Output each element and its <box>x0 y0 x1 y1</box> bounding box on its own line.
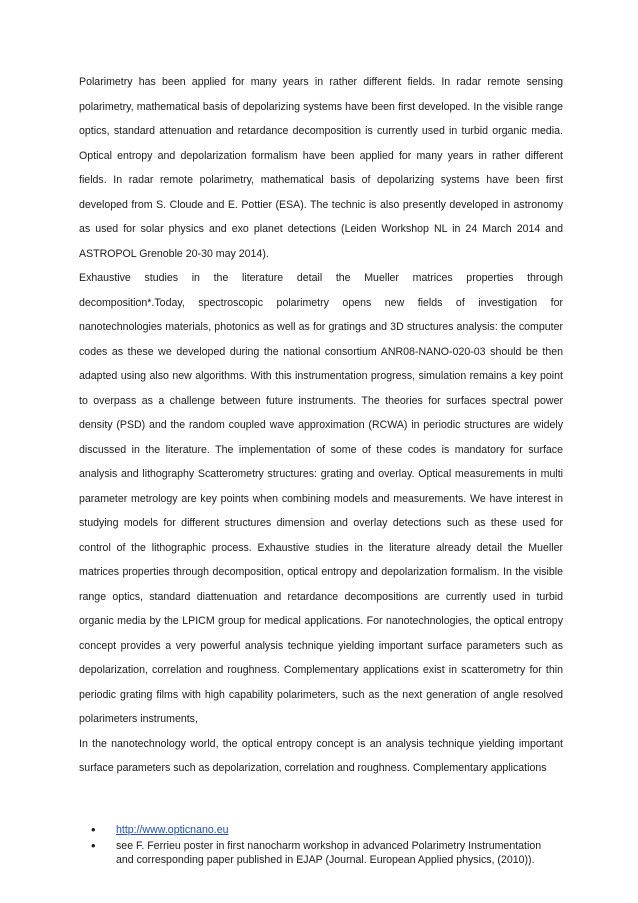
footnotes-list <box>90 823 560 869</box>
reference-text: see F. Ferrieu poster in first nanocharm workshop in advanced Polarimetry Instrumentation and corresponding paper published in EJAP (Journal. European Applied physics, (2010)). <box>116 840 542 866</box>
footnote-item-reference <box>90 839 560 867</box>
paragraph-polarimetry-intro: Polarimetry has been applied for many years in rather different fields. In radar remote sensing polarimetry, mathematical basis of depolarizing systems have been first developed. In the visible range optics, standard attenuation and retardance decomposition is currently used in turbid organic media. Optical entropy and depolarization formalism have been applied for many years in rather different fields. In radar remote polarimetry, mathematical basis of depolarizing systems have been first developed from S. Cloude and E. Pottier (ESA). The technic is also presently developed in astronomy as used for solar physics and exo planet detections (Leiden Workshop NL in 24 March 2014 and ASTROPOL Grenoble 20-30 may 2014). <box>79 76 563 260</box>
opticnano-link[interactable]: http://www.opticnano.eu <box>116 824 229 836</box>
footnote-item-link <box>90 823 560 837</box>
bullet-icon: • <box>91 838 96 853</box>
bullet-icon: • <box>91 822 96 837</box>
paragraph-nanotechnology: In the nanotechnology world, the optical entropy concept is an analysis technique yielding important surface parameters such as depolarization, correlation and roughness. Complementary applications <box>79 737 563 774</box>
paragraph-mueller-matrices: Exhaustive studies in the literature detail the Mueller matrices properties through decomposition*.Today, spectroscopic polarimetry opens new fields of investigation for nanotechnologies materials, photonics as well as for gratings and 3D structures analysis: the computer codes as these we developed during the national consortium ANR08-NANO-020-03 should be then adapted using also new algorithms. With this instrumentation progress, simulation remains a key point to overpass as a challenge between future instruments. The theories for surfaces spectral power density (PSD) and the random coupled wave approximation (RCWA) in periodic structures are widely discussed in the literature. The implementation of some of these codes is mandatory for surface analysis and lithography Scatterometry structures: grating and overlay. Optical measurements in multi parameter metrology are key points when combining models and measurements. We have interest in studying models for different structures dimension and overlay detections such as these used for control of the lithographic process. Exhaustive studies in the literature already detail the Mueller matrices properties through decomposition, optical entropy and depolarization formalism. In the visible range optics, standard diattenuation and retardance decompositions are currently used in turbid organic media by the LPICM group for medical applications. For nanotechnologies, the optical entropy concept provides a very powerful analysis technique yielding important surface parameters such as depolarization, correlation and roughness. Complementary applications exist in scatterometry for thin periodic grating films with high capability polarimeters, such as the next generation of angle resolved polarimeters instruments, <box>79 272 563 725</box>
document-body <box>79 70 563 781</box>
